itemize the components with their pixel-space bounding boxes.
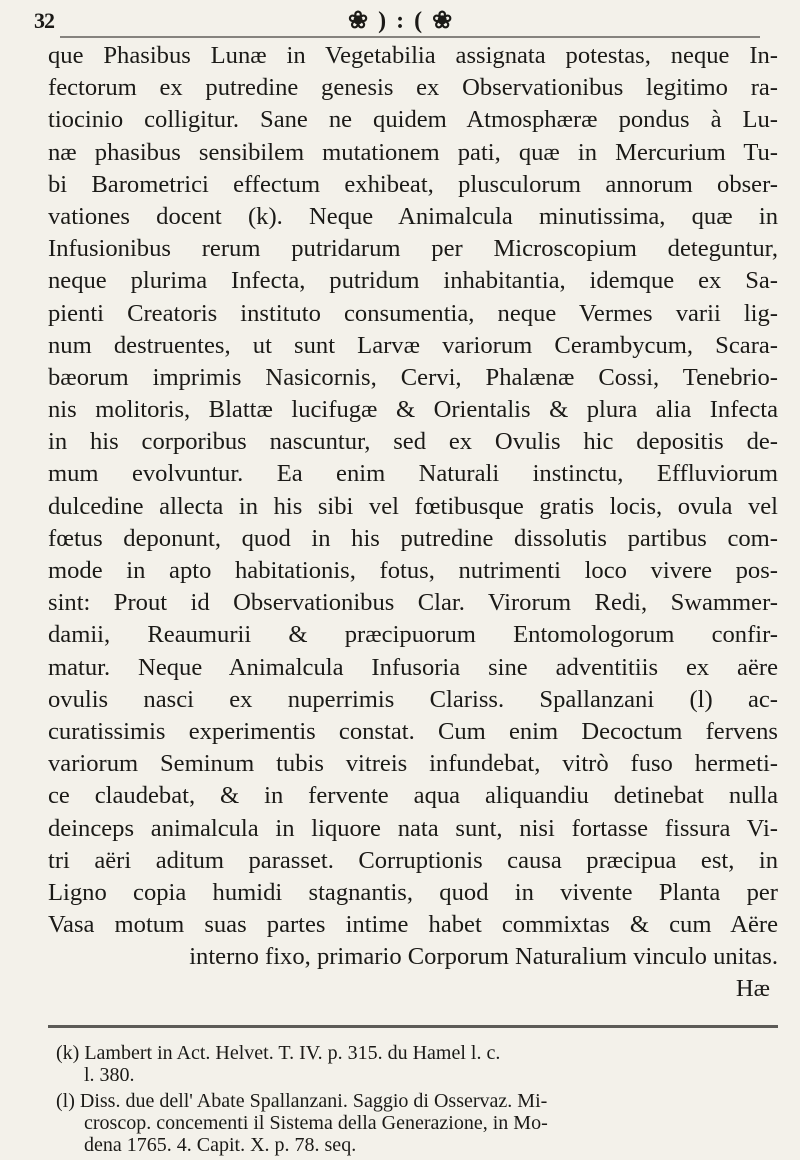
text-line: tiocinio colligitur. Sane ne quidem Atmosphæræ pondus à Lu- [48, 106, 778, 134]
text-line: nis molitoris, Blattæ lucifugæ & Orientalis & plura alia Infecta [48, 396, 778, 424]
text-line: tri aëri aditum parasset. Corruptionis causa præcipua est, in [48, 846, 778, 874]
text-line: variorum Seminum tubis vitreis infundebat, vitrò fuso hermeti- [48, 750, 778, 778]
text-line: fœtus deponunt, quod in his putredine dissolutis partibus com- [48, 524, 778, 552]
text-line: damii, Reaumurii & præcipuorum Entomologorum confir- [48, 621, 778, 649]
text-line: Infusionibus rerum putridarum per Microscopium deteguntur, [48, 235, 778, 263]
text-line: deinceps animalcula in liquore nata sunt, nisi fortasse fissura Vi- [48, 814, 778, 842]
text-line: curatissimis experimentis constat. Cum enim Decoctum fervens [48, 717, 778, 745]
catchword: Hæ [735, 975, 770, 1003]
main-text [48, 40, 778, 1006]
text-line: bæorum imprimis Nasicornis, Cervi, Phalænæ Cossi, Tenebrio- [48, 363, 778, 391]
text-line: Ligno copia humidi stagnantis, quod in vivente Planta per [48, 878, 778, 906]
text-line: ovulis nasci ex nuperrimis Clariss. Spallanzani (l) ac- [48, 685, 778, 713]
header-rule [60, 36, 760, 38]
footnote-line: (k) Lambert in Act. Helvet. T. IV. p. 315. du Hamel l. c. [56, 1042, 501, 1064]
text-line: sint: Prout id Observationibus Clar. Virorum Redi, Swammer- [48, 589, 778, 617]
text-line: in his corporibus nascuntur, sed ex Ovulis hic depositis de- [48, 428, 778, 456]
header-ornament: ❀ ) : ( ❀ [348, 8, 455, 34]
footnote-k [56, 1042, 776, 1086]
footnote-line: (l) Diss. due dell' Abate Spallanzani. Saggio di Osservaz. Mi- [56, 1090, 548, 1112]
page-number: 32 [34, 8, 54, 33]
running-head [0, 0, 800, 40]
text-line: vationes docent (k). Neque Animalcula minutissima, quæ in [48, 202, 778, 230]
text-line: mum evolvuntur. Ea enim Naturali instinctu, Effluviorum [48, 460, 778, 488]
text-line: mode in apto habitationis, fotus, nutrimenti loco vivere pos- [48, 557, 778, 584]
text-line: num destruentes, ut sunt Larvæ variorum Cerambycum, Scara- [48, 331, 778, 359]
footnote-line: l. 380. [84, 1064, 135, 1086]
text-line: neque plurima Infecta, putridum inhabitantia, idemque ex Sa- [48, 267, 778, 295]
text-line: dulcedine allecta in his sibi vel fœtibusque gratis locis, ovula vel [48, 492, 778, 520]
text-line: fectorum ex putredine genesis ex Observationibus legitimo ra- [48, 74, 778, 102]
footnote-l [56, 1090, 776, 1156]
footnote-line: croscop. concementi il Sistema della Generazione, in Mo- [84, 1112, 548, 1134]
text-line: interno fixo, primario Corporum Naturalium vinculo unitas. [189, 943, 778, 971]
text-line: matur. Neque Animalcula Infusoria sine adventitiis ex aëre [48, 653, 778, 681]
footnote-line: dena 1765. 4. Capit. X. p. 78. seq. [84, 1134, 357, 1156]
text-line: næ phasibus sensibilem mutationem pati, quæ in Mercurium Tu- [48, 138, 778, 166]
footnote-rule [48, 1025, 778, 1028]
text-line: que Phasibus Lunæ in Vegetabilia assignata potestas, neque In- [48, 42, 778, 69]
footnotes [56, 1042, 776, 1160]
text-line: bi Barometrici effectum exhibeat, plusculorum annorum obser- [48, 170, 778, 198]
text-line: Vasa motum suas partes intime habet commixtas & cum Aëre [48, 911, 778, 939]
text-line: pienti Creatoris instituto consumentia, neque Vermes varii lig- [48, 299, 778, 327]
text-line: ce claudebat, & in fervente aqua aliquandiu detinebat nulla [48, 782, 778, 810]
